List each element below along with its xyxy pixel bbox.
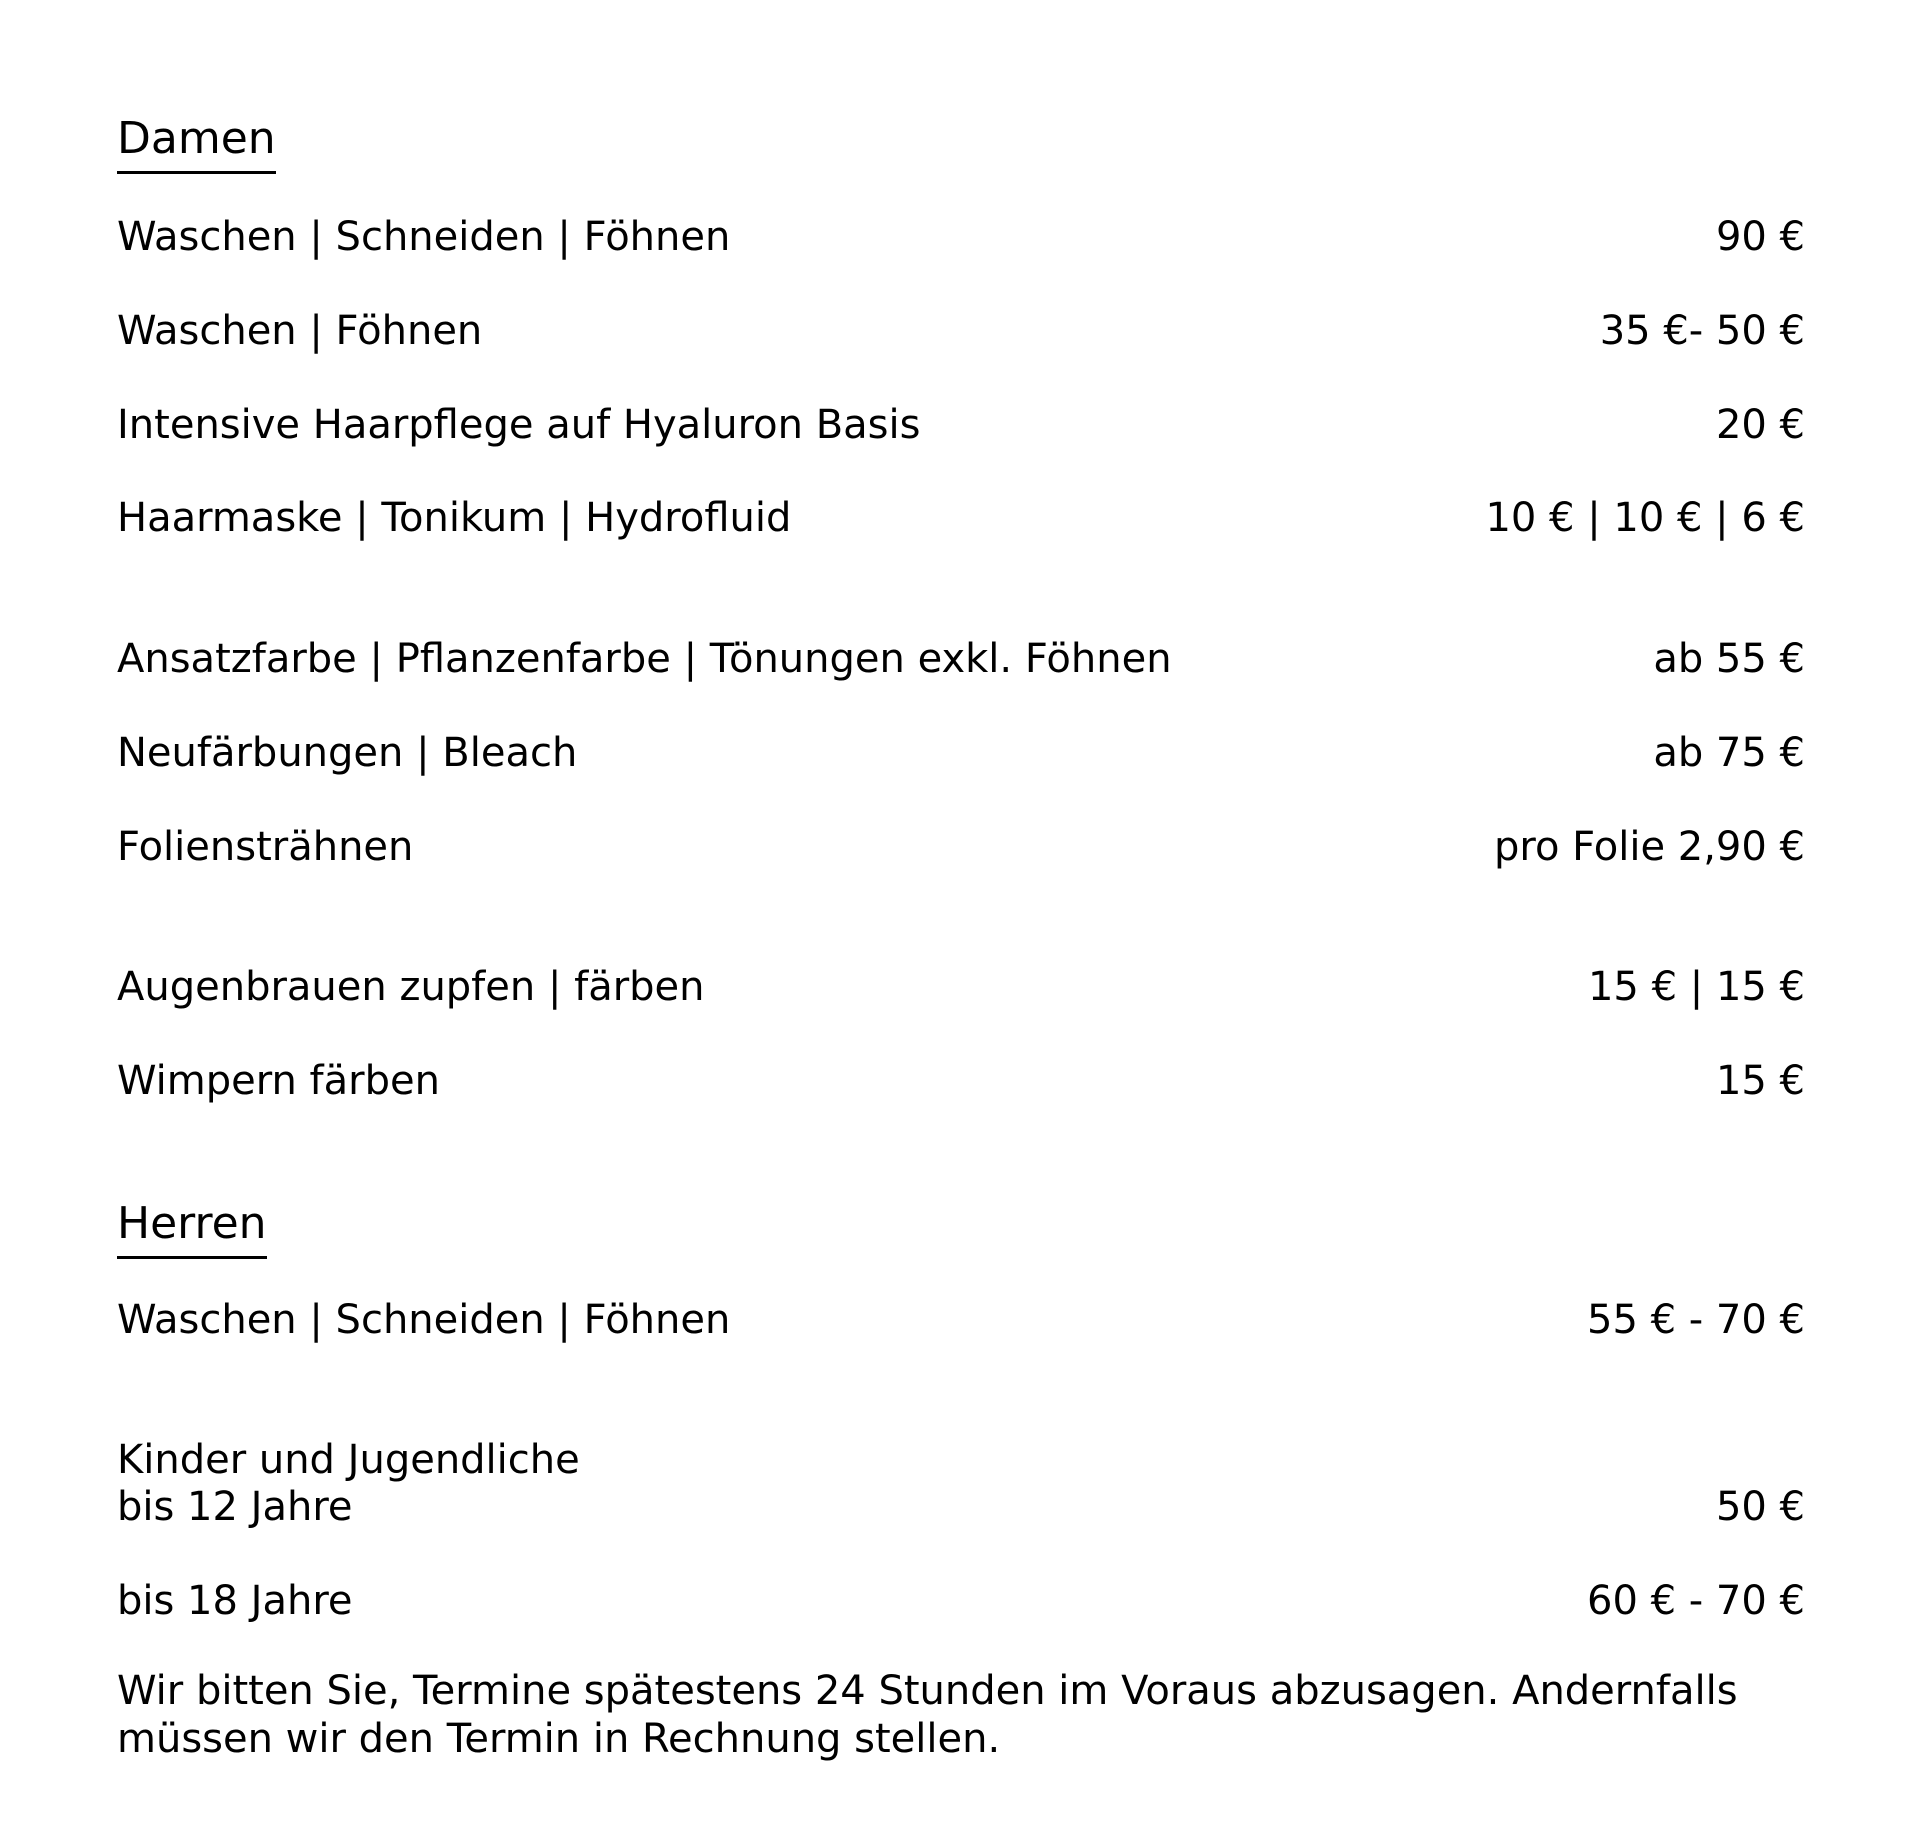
cancellation-note: Wir bitten Sie, Termine spätestens 24 Stunden im Voraus abzusagen. Andernfalls müssen wir den Termin in Rechnung stellen.	[117, 1668, 1738, 1762]
service-price: 15 € | 15 €	[1587, 964, 1805, 1010]
service-name: Waschen | Schneiden | Föhnen	[117, 214, 731, 260]
section-title-kinder: Kinder und Jugendliche	[117, 1437, 580, 1483]
service-name: Intensive Haarpflege auf Hyaluron Basis	[117, 402, 921, 448]
service-price: 55 € - 70 €	[1587, 1297, 1805, 1343]
service-name: Ansatzfarbe | Pflanzenfarbe | Tönungen exkl. Föhnen	[117, 636, 1172, 682]
section-heading-herren: Herren	[117, 1202, 267, 1259]
service-price: 60 € - 70 €	[1587, 1578, 1805, 1624]
service-name: Neufärbungen | Bleach	[117, 730, 578, 776]
service-name: bis 18 Jahre	[117, 1578, 353, 1624]
service-name: Wimpern färben	[117, 1058, 440, 1104]
service-price: 50 €	[1715, 1484, 1805, 1530]
service-name: Foliensträhnen	[117, 824, 414, 870]
service-name: Waschen | Schneiden | Föhnen	[117, 1297, 731, 1343]
service-price: 90 €	[1715, 214, 1805, 260]
service-name: Waschen | Föhnen	[117, 308, 483, 354]
service-name: bis 12 Jahre	[117, 1484, 353, 1530]
service-price: 15 €	[1715, 1058, 1805, 1104]
service-price: ab 55 €	[1653, 636, 1805, 682]
service-name: Haarmaske | Tonikum | Hydrofluid	[117, 495, 792, 541]
section-heading-damen: Damen	[117, 117, 276, 174]
service-price: 20 €	[1715, 402, 1805, 448]
service-price: pro Folie 2,90 €	[1494, 824, 1805, 870]
service-price: ab 75 €	[1653, 730, 1805, 776]
service-price: 35 €- 50 €	[1599, 308, 1805, 354]
service-price: 10 € | 10 € | 6 €	[1485, 495, 1805, 541]
service-name: Augenbrauen zupfen | färben	[117, 964, 705, 1010]
